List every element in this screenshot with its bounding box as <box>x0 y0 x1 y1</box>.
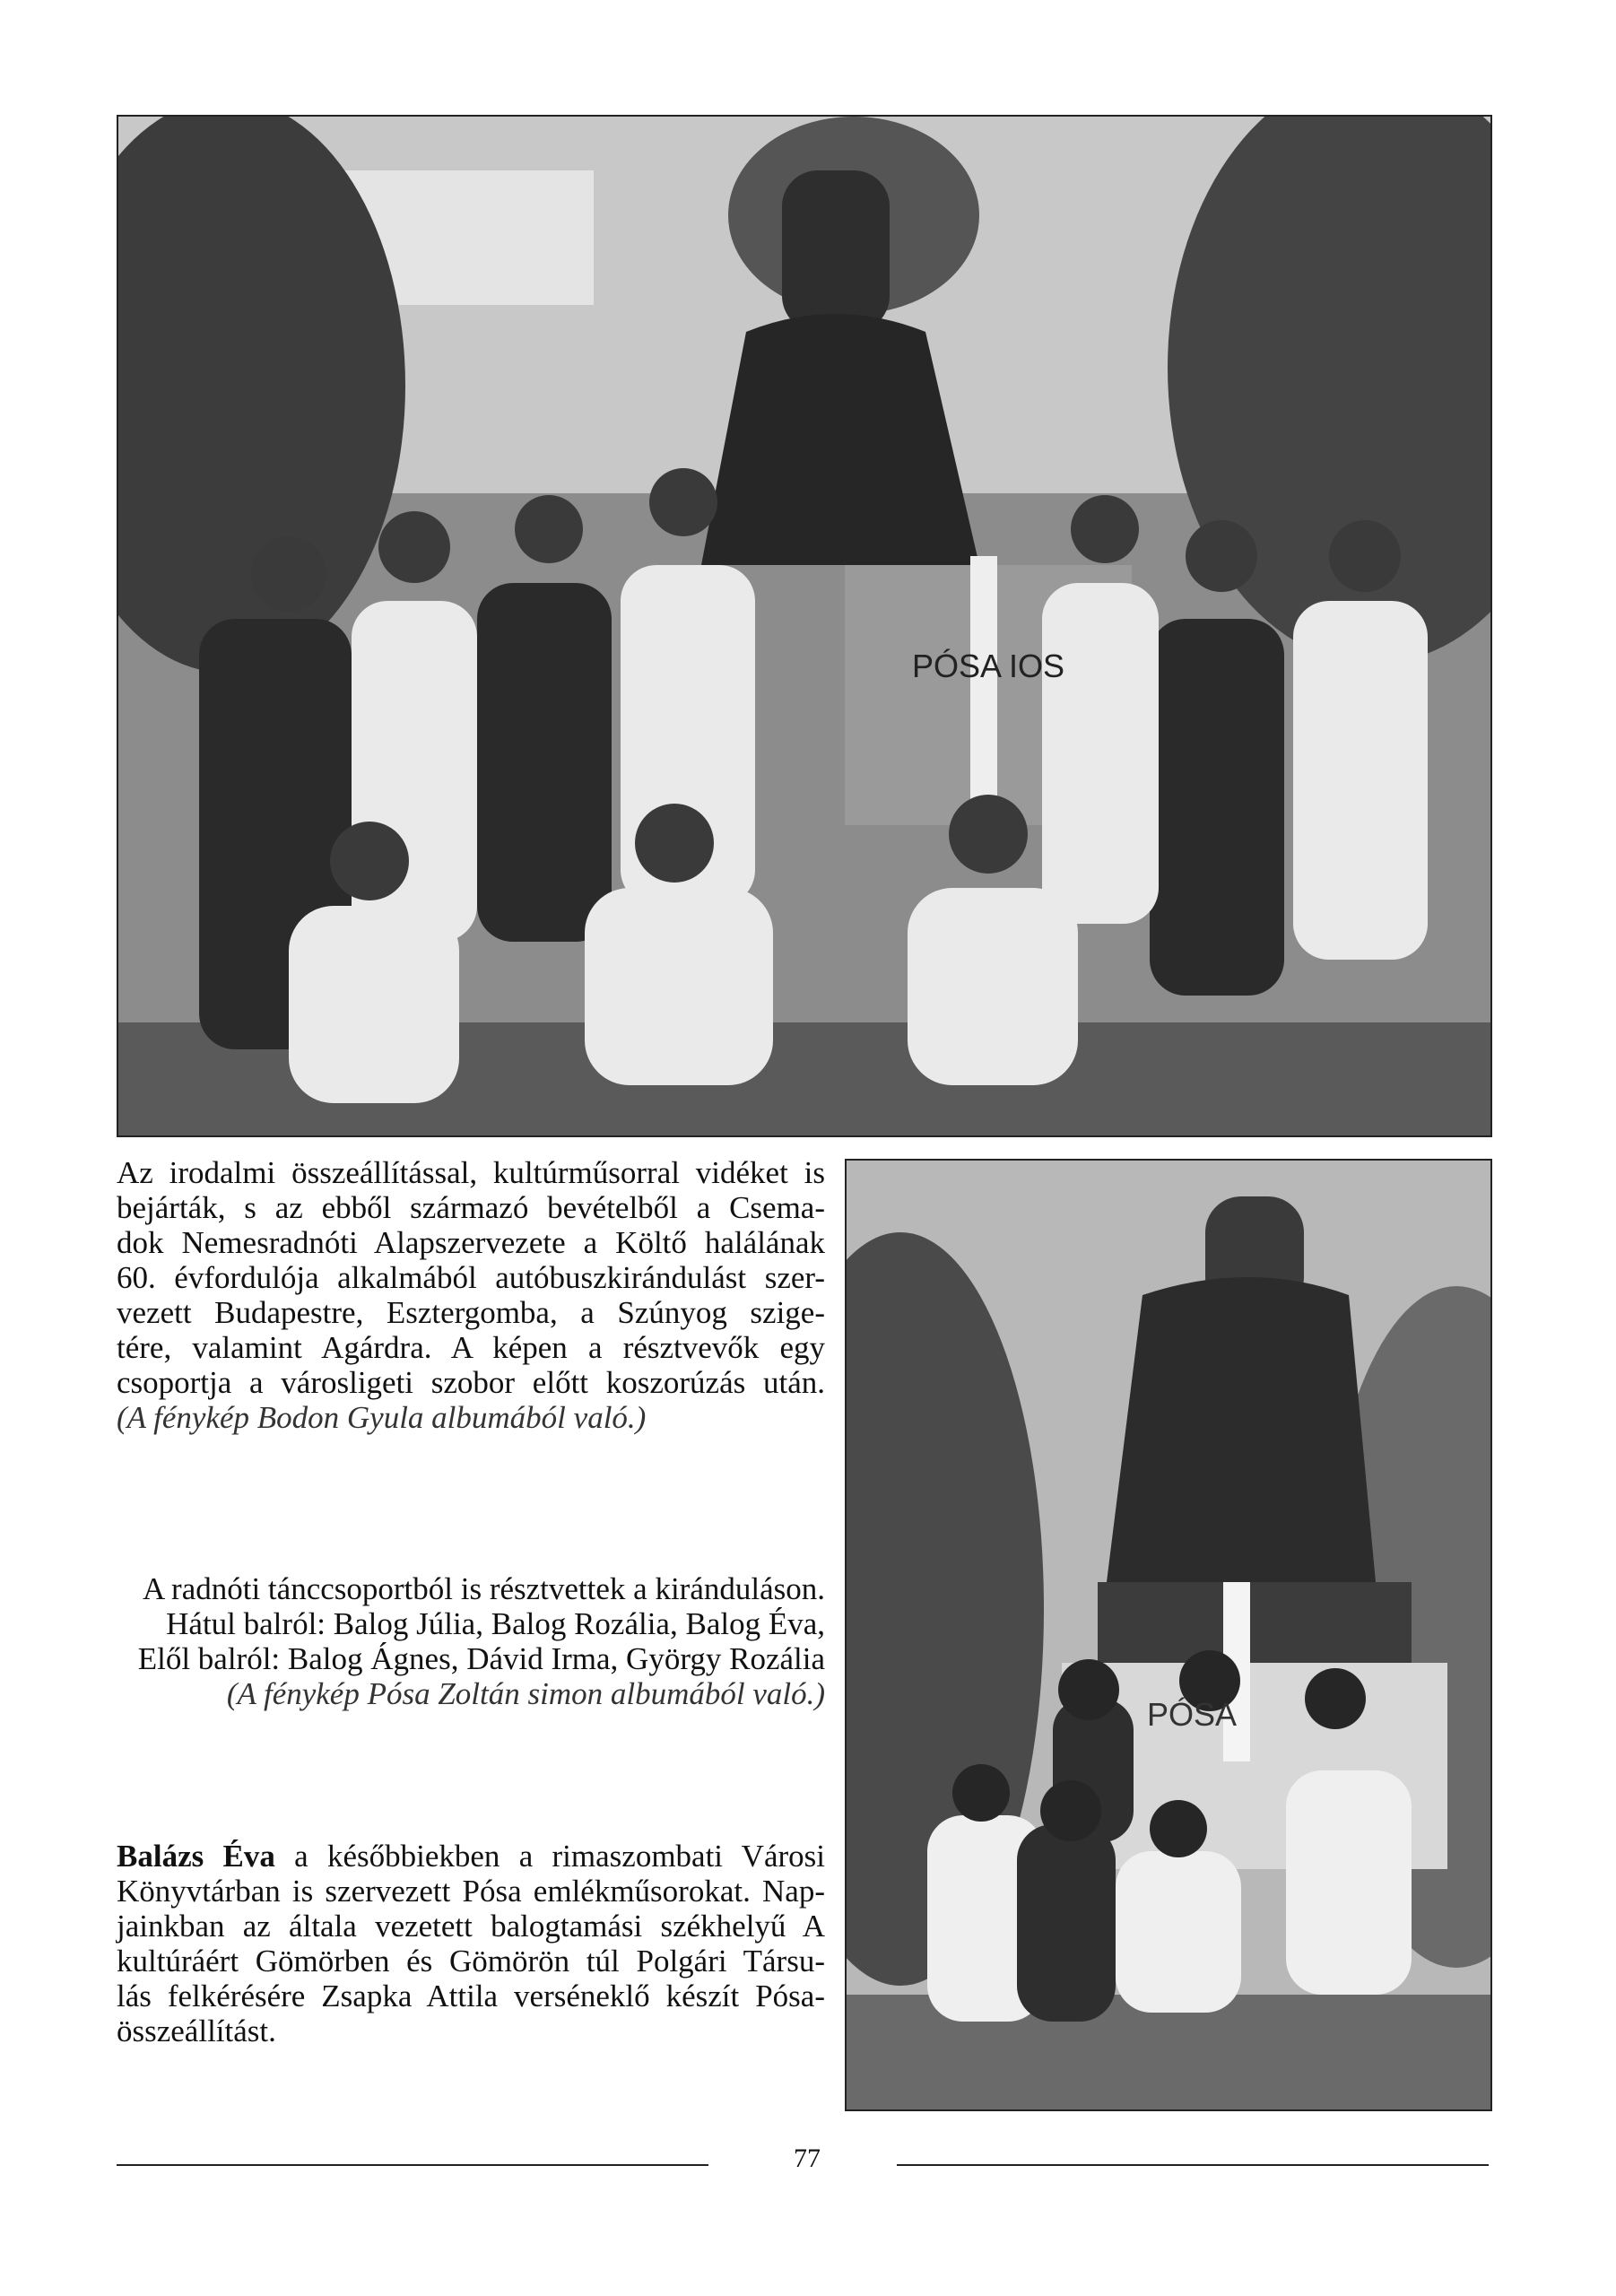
photo-bottom-illustration <box>847 1161 1490 2109</box>
group-photo-top <box>117 115 1492 1137</box>
text-line: Az irodalmi összeállítással, kultúrműsorral vidéket is <box>117 1155 825 1190</box>
footer-rule-left <box>117 2164 708 2166</box>
text-line: bejárták, s az ebből származó bevételből a Csema- <box>117 1190 825 1225</box>
text-line: A radnóti tánccsoportból is résztvettek a kiránduláson. <box>142 1571 825 1606</box>
text-line: jainkban az általa vezetett balogtamási székhelyű A <box>117 1909 825 1944</box>
text-line <box>117 1839 825 1874</box>
text-line: vezett Budapestre, Esztergomba, a Szúnyog szige- <box>117 1295 825 1330</box>
statue-inscription: PÓSA IOS <box>912 648 1065 684</box>
text-line: kultúráért Gömörben és Gömörön túl Polgári Társu- <box>117 1944 825 1979</box>
group-photo-bottom <box>845 1159 1492 2111</box>
text-fragment: a későbbiekben a rimaszombati Városi <box>274 1839 825 1874</box>
paragraph-balazs-eva <box>117 1839 825 2048</box>
photo-top-illustration <box>118 117 1490 1135</box>
text-line: összeállítást. <box>117 2013 276 2048</box>
statue-inscription-bottom: PÓSA <box>1147 1696 1238 1733</box>
text-line: dok Nemesradnóti Alapszervezete a Költő halálának <box>117 1225 825 1260</box>
text-line: csoportja a városligeti szobor előtt koszorúzás után. <box>117 1365 825 1400</box>
text-line: Könyvtárban is szervezett Pósa emlékműsorokat. Nap- <box>117 1874 825 1909</box>
photo-credit: (A fénykép Bodon Gyula albumából való.) <box>117 1400 647 1435</box>
text-line: tére, valamint Agárdra. A képen a résztvevők egy <box>117 1330 825 1365</box>
photo-credit: (A fénykép Pósa Zoltán simon albumából való.) <box>226 1676 825 1711</box>
person-name: Balázs Éva <box>117 1839 275 1874</box>
text-line: Hátul balról: Balog Júlia, Balog Rozália, Balog Éva, <box>166 1606 825 1641</box>
paragraph-excursion <box>117 1155 825 1435</box>
text-line: lás felkérésére Zsapka Attila verséneklő készít Pósa- <box>117 1979 825 2013</box>
page-number: 77 <box>794 2144 821 2173</box>
paragraph-dance-group <box>117 1571 825 1711</box>
footer-rule-right <box>897 2164 1489 2166</box>
text-line: Elől balról: Balog Ágnes, Dávid Irma, György Rozália <box>137 1641 825 1676</box>
text-line: 60. évfordulója alkalmából autóbuszkirándulást szer- <box>117 1260 825 1295</box>
